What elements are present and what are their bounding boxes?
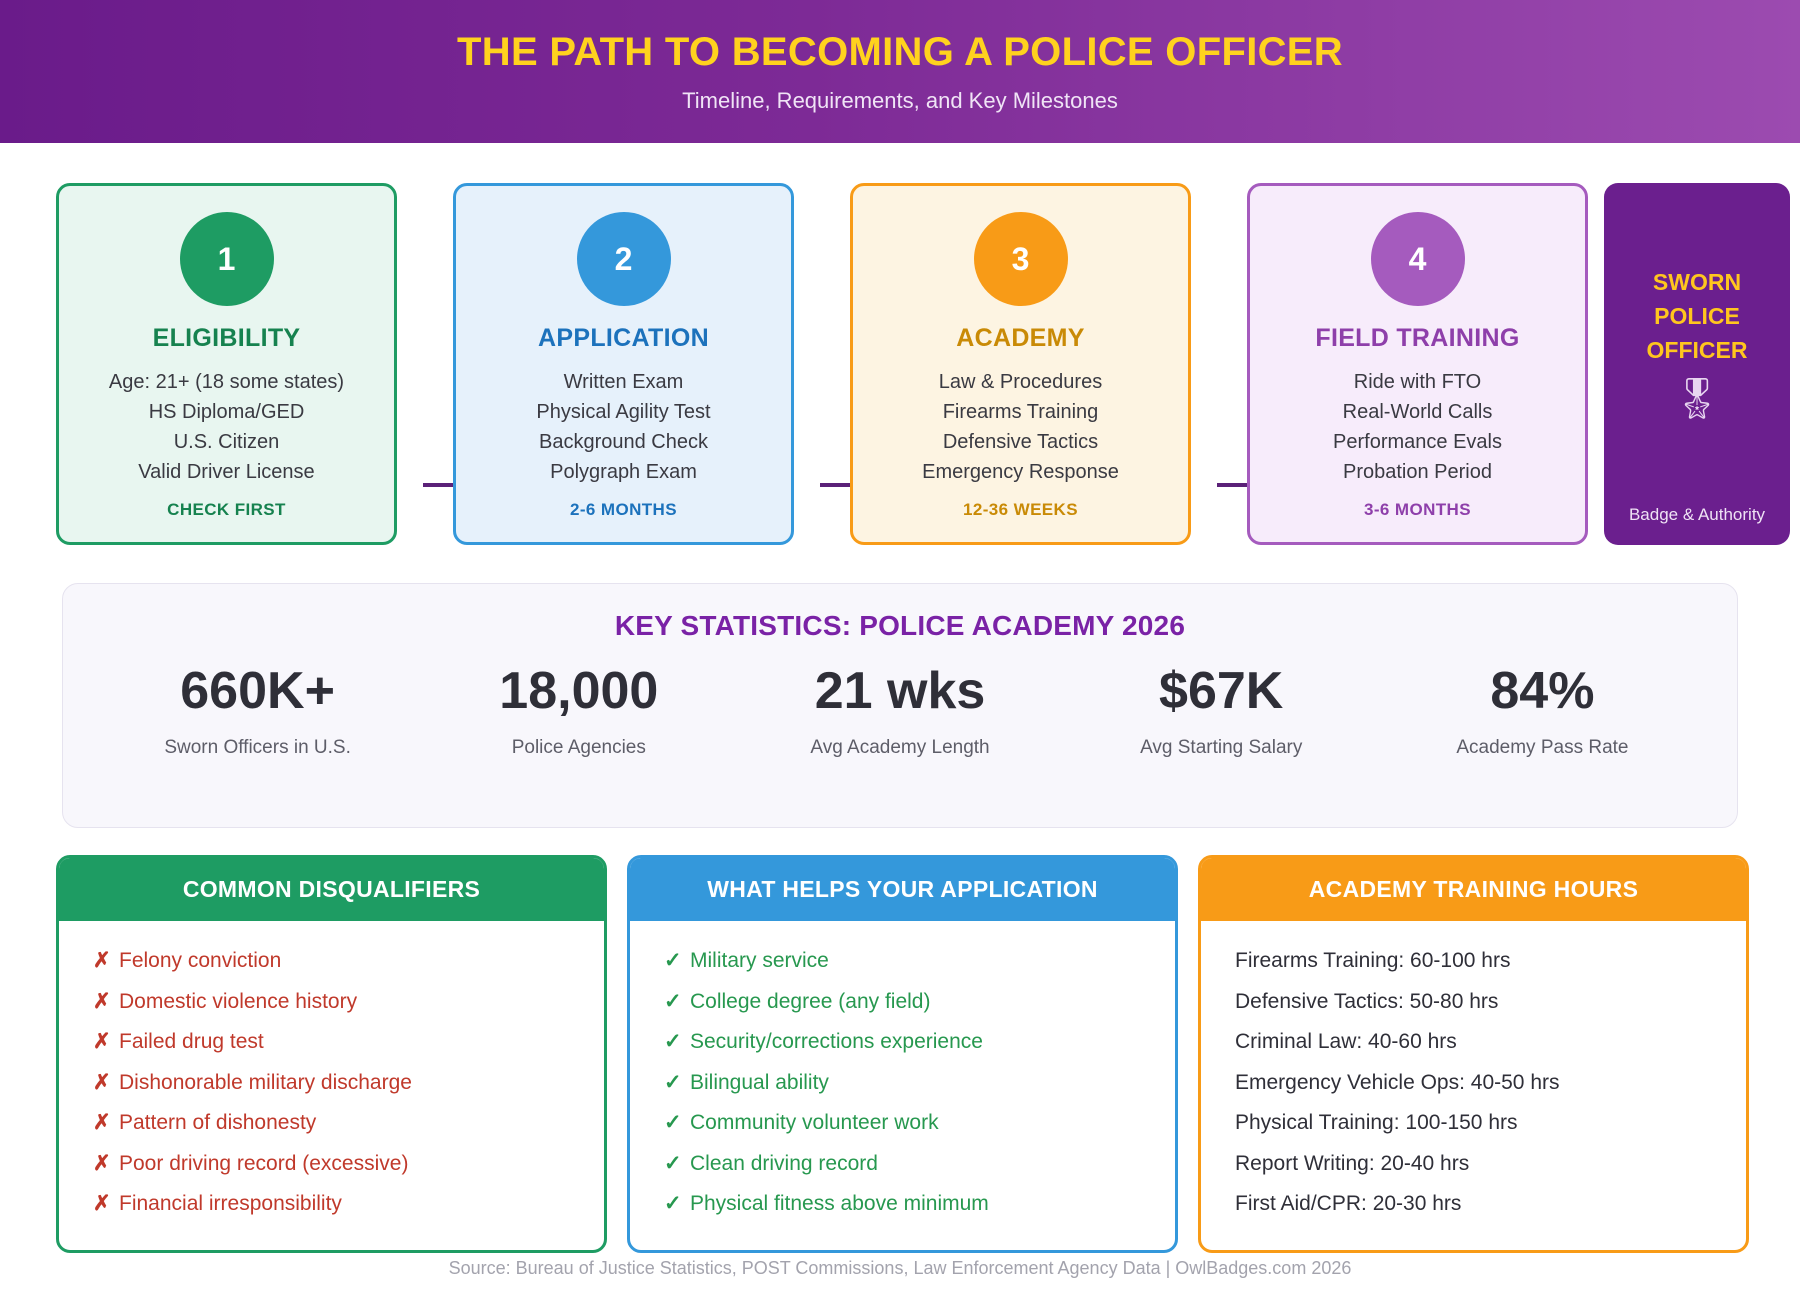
- list-item-label: Domestic violence history: [119, 989, 358, 1013]
- stat-value: 84%: [1490, 662, 1595, 720]
- step-item: Performance Evals: [1333, 431, 1502, 453]
- list-item-label: Felony conviction: [119, 949, 282, 972]
- key-statistics-panel: [62, 583, 1738, 828]
- list-item: [664, 941, 1175, 982]
- stat-item: [1061, 664, 1382, 759]
- list-item: [93, 1063, 604, 1104]
- stat-label: Avg Academy Length: [810, 736, 990, 758]
- step-connector: [820, 483, 850, 487]
- page-header: [0, 0, 1800, 143]
- list-item: [664, 1022, 1175, 1063]
- step-item: Written Exam: [563, 371, 684, 393]
- list-item-label: Community volunteer work: [690, 1111, 939, 1134]
- panel-item-list: [1201, 921, 1746, 1225]
- step-card-3[interactable]: [850, 183, 1191, 545]
- sworn-officer-caption: Badge & Authority: [1628, 505, 1766, 524]
- step-item: Age: 21+ (18 some states): [108, 371, 345, 393]
- step-number-badge: 4: [1371, 212, 1465, 306]
- sworn-officer-line: SWORN: [1652, 269, 1742, 295]
- stat-item: [418, 664, 739, 759]
- step-card-1[interactable]: [56, 183, 397, 545]
- stat-value: $67K: [1159, 662, 1284, 720]
- sworn-officer-line: OFFICER: [1646, 337, 1748, 363]
- step-number-badge: 2: [577, 212, 671, 306]
- step-item: Probation Period: [1343, 461, 1492, 483]
- detail-panel-3[interactable]: [1198, 855, 1749, 1253]
- detail-panel-1[interactable]: [56, 855, 607, 1253]
- step-item: Background Check: [539, 431, 708, 453]
- step-item-list: [536, 367, 710, 487]
- list-item-label: Security/corrections experience: [690, 1030, 983, 1053]
- list-item-label: Clean driving record: [690, 1151, 878, 1175]
- stat-item: [739, 664, 1060, 759]
- step-item: Defensive Tactics: [942, 431, 1099, 453]
- list-item: [93, 982, 604, 1023]
- list-item-label: Poor driving record (excessive): [119, 1151, 409, 1175]
- list-item-label: Dishonorable military discharge: [119, 1070, 412, 1094]
- step-item: Emergency Response: [922, 461, 1119, 483]
- step-item: HS Diploma/GED: [148, 401, 305, 423]
- list-item: [664, 982, 1175, 1023]
- stat-value: 21 wks: [814, 662, 986, 720]
- list-item: [93, 1022, 604, 1063]
- stat-value: 660K+: [180, 662, 335, 720]
- stat-label: Avg Starting Salary: [1140, 736, 1303, 758]
- check-icon: ✓: [664, 989, 682, 1013]
- list-item: [664, 1063, 1175, 1104]
- process-steps: [0, 143, 1800, 543]
- stat-label: Police Agencies: [511, 736, 646, 758]
- list-item-label: College degree (any field): [690, 989, 931, 1013]
- step-item: Valid Driver License: [138, 461, 315, 483]
- step-card-2[interactable]: [453, 183, 794, 545]
- list-item-label: Physical fitness above minimum: [690, 1192, 989, 1215]
- stat-label: Sworn Officers in U.S.: [164, 736, 351, 758]
- step-connector: [1217, 483, 1247, 487]
- list-item: [664, 1184, 1175, 1225]
- panel-title: ACADEMY TRAINING HOURS: [1201, 858, 1746, 921]
- panel-item-list: [59, 921, 604, 1225]
- list-item: [93, 1144, 604, 1185]
- step-connector: [423, 483, 453, 487]
- step-item: Real-World Calls: [1342, 401, 1493, 423]
- list-item: [664, 1144, 1175, 1185]
- list-item: [93, 1103, 604, 1144]
- check-icon: ✓: [664, 1192, 682, 1215]
- step-item: Polygraph Exam: [550, 461, 697, 483]
- step-title: ACADEMY: [956, 324, 1085, 352]
- key-statistics-title: KEY STATISTICS: POLICE ACADEMY 2026: [614, 610, 1186, 641]
- list-item-label: Bilingual ability: [690, 1070, 829, 1094]
- check-icon: ✓: [664, 1070, 682, 1094]
- step-duration-badge: 12-36 WEEKS: [963, 500, 1078, 519]
- step-title: APPLICATION: [538, 324, 709, 352]
- list-item-label: Failed drug test: [119, 1030, 264, 1053]
- step-item: U.S. Citizen: [173, 431, 280, 453]
- step-item-list: [1333, 367, 1502, 487]
- detail-panels: [0, 855, 1800, 1255]
- list-item: First Aid/CPR: 20-30 hrs: [1235, 1192, 1462, 1215]
- stat-label: Academy Pass Rate: [1456, 736, 1629, 758]
- cross-icon: ✗: [93, 1030, 111, 1053]
- check-icon: ✓: [664, 1151, 682, 1175]
- list-item: [93, 1184, 604, 1225]
- footer-source: Source: Bureau of Justice Statistics, POST Commissions, Law Enforcement Agency Data | OwlBadges.com 2026: [448, 1258, 1352, 1278]
- sworn-officer-card[interactable]: [1604, 183, 1790, 545]
- step-item: Law & Procedures: [938, 371, 1103, 393]
- stat-value: 18,000: [499, 662, 659, 720]
- sworn-officer-line: POLICE: [1654, 303, 1740, 329]
- step-item: Physical Agility Test: [536, 401, 711, 423]
- cross-icon: ✗: [93, 949, 111, 972]
- panel-title: WHAT HELPS YOUR APPLICATION: [630, 858, 1175, 921]
- list-item: Emergency Vehicle Ops: 40-50 hrs: [1235, 1070, 1560, 1094]
- check-icon: ✓: [664, 1030, 682, 1053]
- step-item-list: [109, 367, 344, 487]
- list-item: Report Writing: 20-40 hrs: [1235, 1151, 1470, 1175]
- step-title: FIELD TRAINING: [1315, 324, 1520, 352]
- step-duration-badge: CHECK FIRST: [167, 500, 286, 519]
- cross-icon: ✗: [93, 1192, 111, 1215]
- cross-icon: ✗: [93, 1070, 111, 1094]
- list-item-label: Pattern of dishonesty: [119, 1111, 317, 1134]
- check-icon: ✓: [664, 1111, 682, 1134]
- panel-item-list: [630, 921, 1175, 1225]
- list-item: Physical Training: 100-150 hrs: [1235, 1111, 1518, 1134]
- cross-icon: ✗: [93, 1111, 111, 1134]
- page-subtitle: Timeline, Requirements, and Key Milestones: [682, 87, 1118, 113]
- step-number-badge: 1: [180, 212, 274, 306]
- panel-title: COMMON DISQUALIFIERS: [59, 858, 604, 921]
- step-duration-badge: 3-6 MONTHS: [1364, 500, 1471, 519]
- stat-item: [97, 664, 418, 759]
- step-title: ELIGIBILITY: [152, 324, 301, 352]
- key-statistics-row: [63, 664, 1737, 759]
- list-item: [664, 1103, 1175, 1144]
- list-item: [93, 941, 604, 982]
- list-item-label: Military service: [690, 949, 829, 972]
- step-item: Firearms Training: [942, 401, 1099, 423]
- sworn-officer-label: [1647, 265, 1748, 367]
- step-number-badge: 3: [974, 212, 1068, 306]
- medal-icon: 🎖: [1671, 377, 1723, 421]
- step-item: Ride with FTO: [1353, 371, 1482, 393]
- cross-icon: ✗: [93, 989, 111, 1013]
- cross-icon: ✗: [93, 1151, 111, 1175]
- stat-item: [1382, 664, 1703, 759]
- list-item: Defensive Tactics: 50-80 hrs: [1235, 989, 1499, 1013]
- step-duration-badge: 2-6 MONTHS: [570, 500, 677, 519]
- check-icon: ✓: [664, 949, 682, 972]
- list-item: Firearms Training: 60-100 hrs: [1235, 949, 1511, 972]
- step-card-4[interactable]: [1247, 183, 1588, 545]
- step-item-list: [922, 367, 1119, 487]
- detail-panel-2[interactable]: [627, 855, 1178, 1253]
- list-item-label: Financial irresponsibility: [119, 1192, 342, 1215]
- page-title: THE PATH TO BECOMING A POLICE OFFICER: [457, 29, 1343, 74]
- list-item: Criminal Law: 40-60 hrs: [1235, 1030, 1457, 1053]
